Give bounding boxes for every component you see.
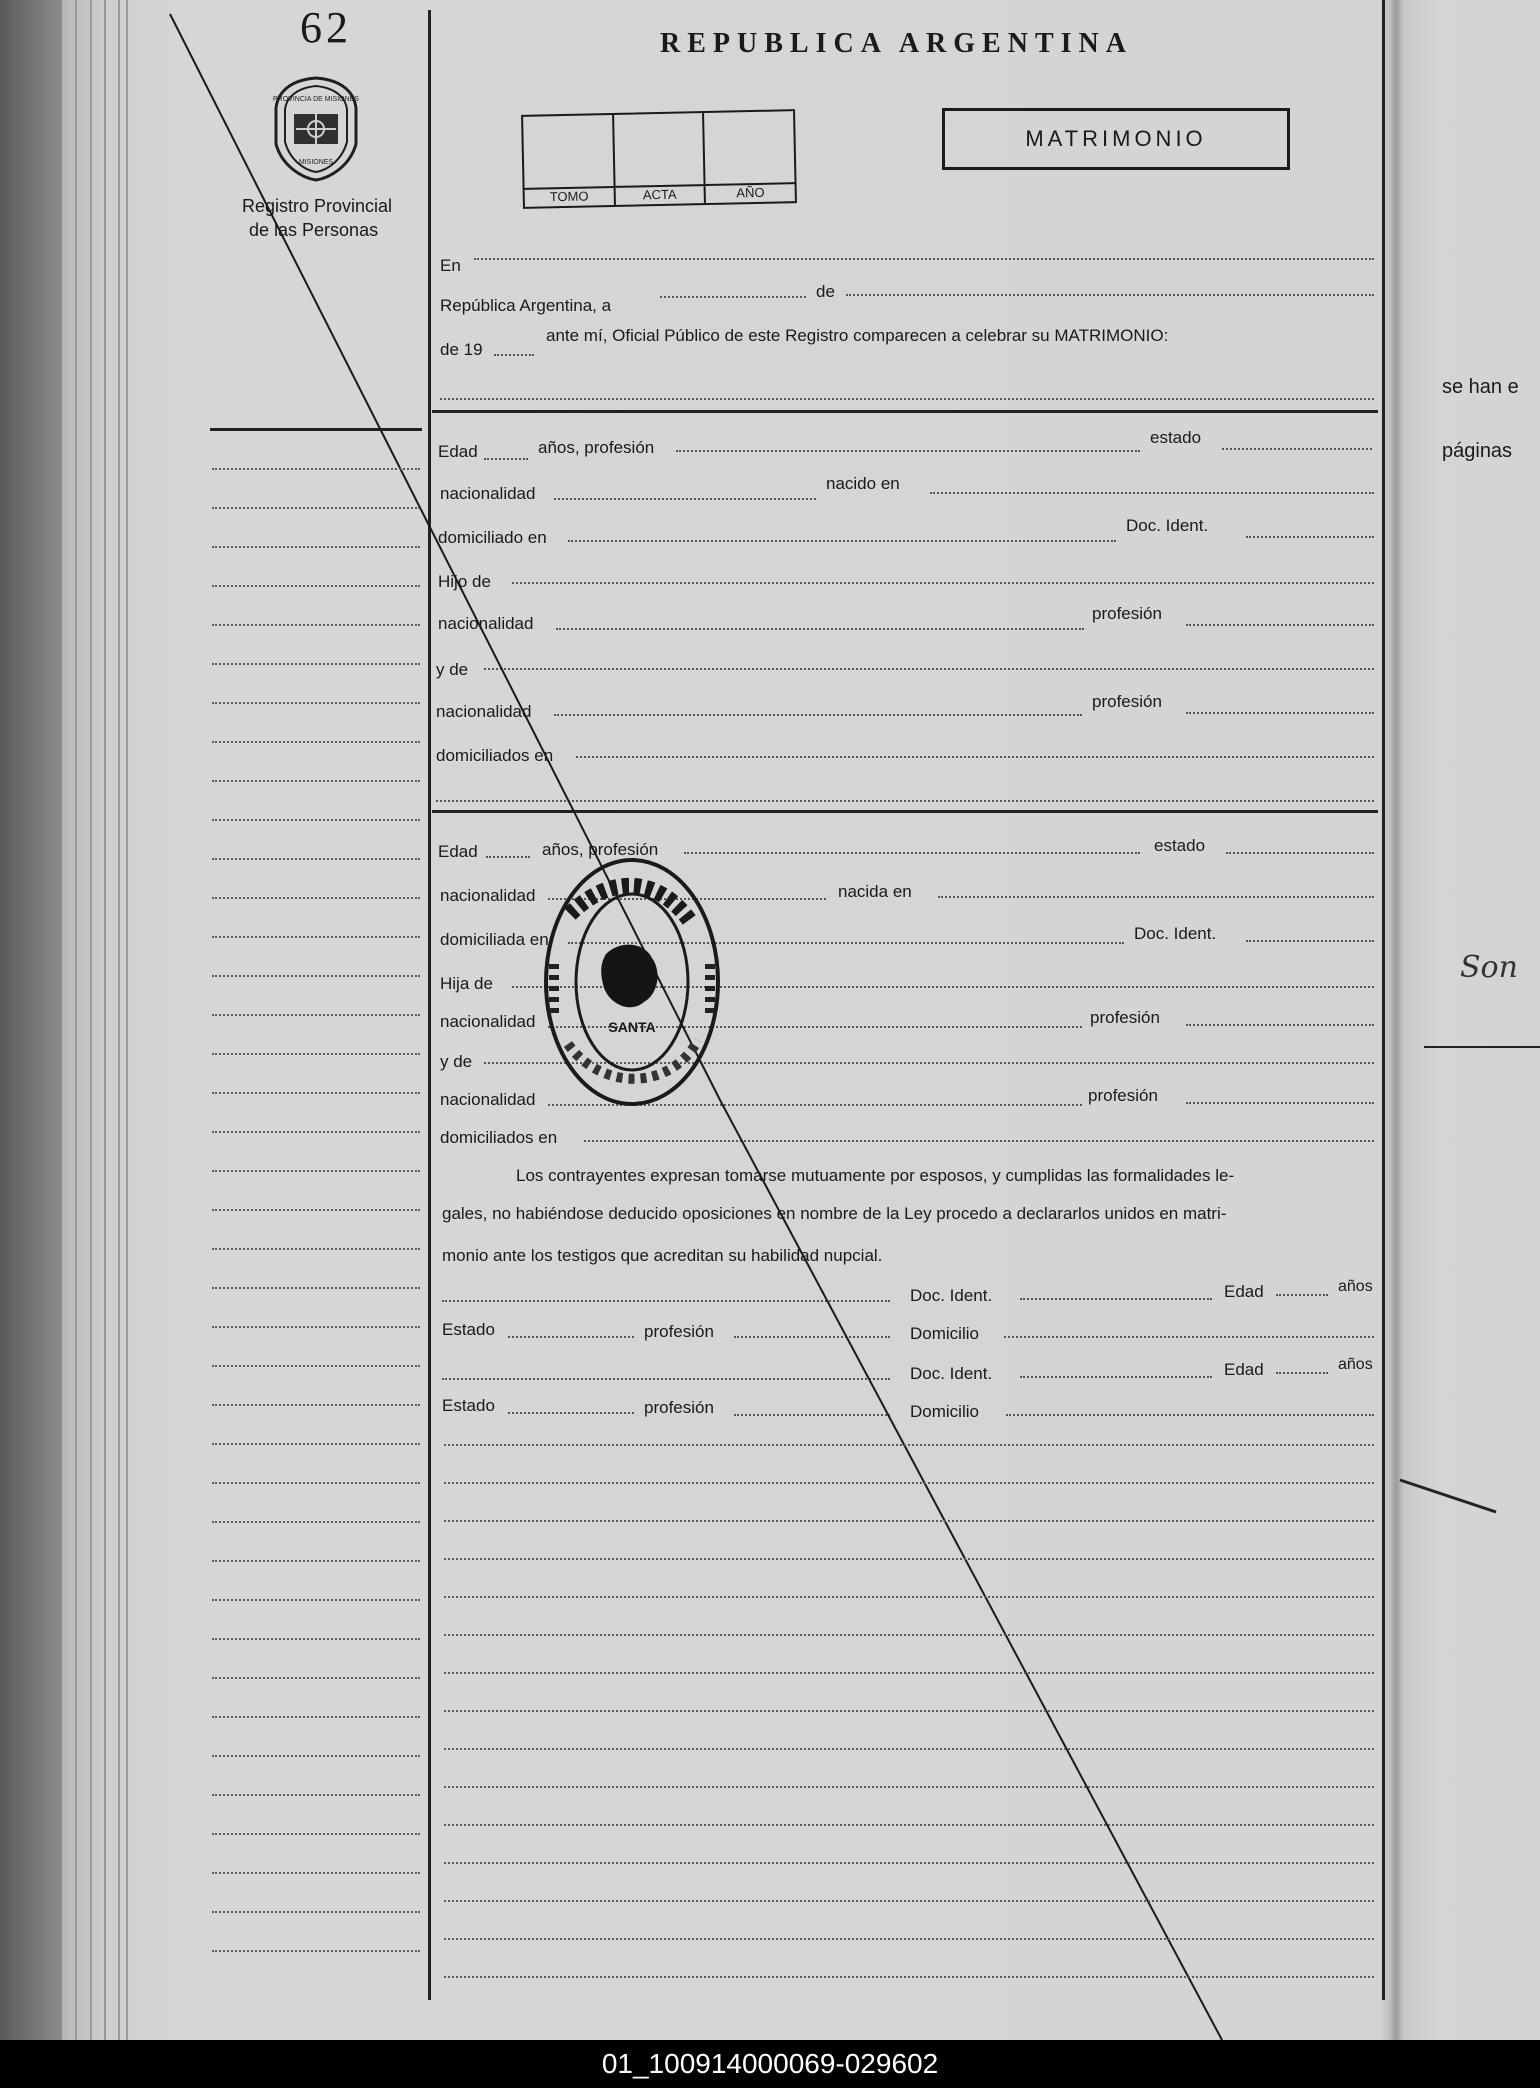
blank-line: [444, 1596, 1374, 1598]
margin-line: [212, 1404, 420, 1406]
bride-anos-profesion: años, profesión: [542, 840, 659, 859]
margin-line: [212, 1755, 420, 1757]
blank-line: [444, 1710, 1374, 1712]
blank-line: [444, 1976, 1374, 1978]
record-type: MATRIMONIO: [1025, 126, 1207, 151]
witness2-anos: años: [1338, 1356, 1373, 1373]
groom-mother-profesion: profesión: [1092, 692, 1162, 711]
margin-line: [212, 1443, 420, 1445]
margin-line: [212, 1326, 420, 1328]
margin-line: [212, 1131, 420, 1133]
bride-mother-nacionalidad: nacionalidad: [440, 1090, 536, 1109]
blank-line: [444, 1520, 1374, 1522]
intro-de: de: [816, 282, 835, 301]
margin-line: [212, 1248, 420, 1250]
blank-line: [444, 1748, 1374, 1750]
bride-mother-profesion: profesión: [1088, 1086, 1158, 1105]
bride-domiciliados: domiciliados en: [440, 1128, 558, 1147]
declaration-line-3: monio ante los testigos que acreditan su habilidad nupcial.: [442, 1246, 883, 1265]
groom-doc-ident: Doc. Ident.: [1126, 516, 1209, 535]
margin-line: [212, 1170, 420, 1172]
groom-anos-profesion: años, profesión: [538, 438, 655, 457]
right-page-line-2: páginas: [1442, 440, 1513, 462]
witness2-doc-ident: Doc. Ident.: [910, 1364, 993, 1383]
margin-line: [212, 507, 420, 509]
blank-line: [444, 1862, 1374, 1864]
blank-line: [444, 1900, 1374, 1902]
bride-y-de: y de: [440, 1052, 473, 1071]
groom-nacionalidad: nacionalidad: [440, 484, 536, 503]
witness1-doc-ident: Doc. Ident.: [910, 1286, 993, 1305]
blank-line: [444, 1786, 1374, 1788]
right-page-line-1: se han e: [1442, 376, 1519, 398]
groom-hijo-de: Hijo de: [438, 572, 491, 591]
margin-line: [212, 1638, 420, 1640]
margin-line: [212, 1677, 420, 1679]
witness1-estado: Estado: [442, 1320, 495, 1339]
groom-mother-nacionalidad: nacionalidad: [436, 702, 532, 721]
groom-y-de: y de: [436, 660, 469, 679]
margin-line: [212, 1599, 420, 1601]
groom-estado: estado: [1150, 428, 1202, 447]
bride-nacionalidad: nacionalidad: [440, 886, 536, 905]
witness1-domicilio: Domicilio: [910, 1324, 979, 1343]
intro-en: En: [440, 256, 461, 275]
bride-domiciliada: domiciliada en: [440, 930, 549, 949]
margin-line: [212, 468, 420, 470]
bride-hija-de: Hija de: [440, 974, 493, 993]
margin-line: [212, 741, 420, 743]
bride-nacida-en: nacida en: [838, 882, 912, 901]
margin-line: [212, 897, 420, 899]
blank-line: [444, 1938, 1374, 1940]
page-number: 62: [300, 3, 352, 52]
groom-domiciliado: domiciliado en: [438, 528, 547, 547]
declaration-line-1: Los contrayentes expresan tomarse mutuamente por esposos, y cumplidas las formalidades le-: [516, 1166, 1235, 1185]
witness1-profesion: profesión: [644, 1322, 714, 1341]
bride-father-profesion: profesión: [1090, 1008, 1160, 1027]
margin-line: [212, 624, 420, 626]
margin-line: [212, 1560, 420, 1562]
witness2-estado: Estado: [442, 1396, 495, 1415]
intro-ante: ante mí, Oficial Público de este Registro comparecen a celebrar su MATRIMONIO:: [546, 326, 1169, 345]
margin-line: [212, 936, 420, 938]
margin-line: [212, 1014, 420, 1016]
margin-line: [212, 819, 420, 821]
margin-line: [212, 1911, 420, 1913]
registry-label: de las Personas: [249, 220, 379, 240]
margin-line: [212, 780, 420, 782]
groom-nacido-en: nacido en: [826, 474, 900, 493]
official-stamp-icon: [540, 854, 724, 1110]
groom-father-profesion: profesión: [1092, 604, 1162, 623]
witness2-profesion: profesión: [644, 1398, 714, 1417]
margin-line: [212, 1716, 420, 1718]
margin-line: [212, 1365, 420, 1367]
margin-line: [212, 858, 420, 860]
margin-line: [212, 546, 420, 548]
margin-line: [212, 1053, 420, 1055]
blank-line: [444, 1824, 1374, 1826]
ano-label: AÑO: [706, 182, 795, 201]
tomo-label: TOMO: [525, 186, 614, 205]
blank-line: [444, 1482, 1374, 1484]
bride-estado: estado: [1154, 836, 1206, 855]
blank-line: [444, 1558, 1374, 1560]
svg-text:SANTA: SANTA: [608, 1019, 656, 1035]
margin-line: [212, 975, 420, 977]
groom-father-nacionalidad: nacionalidad: [438, 614, 534, 633]
declaration-line-2: gales, no habiéndose deducido oposiciones en nombre de la Ley procedo a declararlos unidos en matri-: [442, 1204, 1227, 1223]
intro-republica: República Argentina, a: [440, 296, 612, 315]
margin-line: [212, 1209, 420, 1211]
margin-line: [212, 1287, 420, 1289]
margin-line: [212, 1092, 420, 1094]
handwritten-name: Son: [1460, 950, 1518, 985]
bride-edad: Edad: [438, 842, 478, 861]
bride-father-nacionalidad: nacionalidad: [440, 1012, 536, 1031]
blank-line: [444, 1634, 1374, 1636]
witness2-domicilio: Domicilio: [910, 1402, 979, 1421]
svg-text:MISIONES: MISIONES: [298, 159, 334, 166]
bride-doc-ident: Doc. Ident.: [1134, 924, 1217, 943]
margin-line: [212, 1833, 420, 1835]
svg-text:PROVINCIA DE MISIONES: PROVINCIA DE MISIONES: [273, 96, 359, 103]
intro-de19: de 19: [440, 340, 483, 359]
margin-line: [212, 663, 420, 665]
scan-filename: 01_100914000069-029602: [0, 2040, 1540, 2088]
margin-line: [212, 1794, 420, 1796]
blank-line: [444, 1672, 1374, 1674]
margin-line: [212, 702, 420, 704]
witness1-anos: años: [1338, 1278, 1373, 1295]
witness1-edad: Edad: [1224, 1282, 1264, 1301]
blank-line: [444, 1444, 1374, 1446]
groom-edad: Edad: [438, 442, 478, 461]
country-title: REPUBLICA ARGENTINA: [660, 28, 1133, 59]
groom-domiciliados: domiciliados en: [436, 746, 554, 765]
margin-line: [212, 1482, 420, 1484]
acta-label: ACTA: [615, 184, 704, 203]
margin-line: [212, 1521, 420, 1523]
registry-label: Registro Provincial: [242, 196, 393, 216]
margin-line: [212, 1950, 420, 1952]
witness2-edad: Edad: [1224, 1360, 1264, 1379]
margin-line: [212, 1872, 420, 1874]
margin-line: [212, 585, 420, 587]
